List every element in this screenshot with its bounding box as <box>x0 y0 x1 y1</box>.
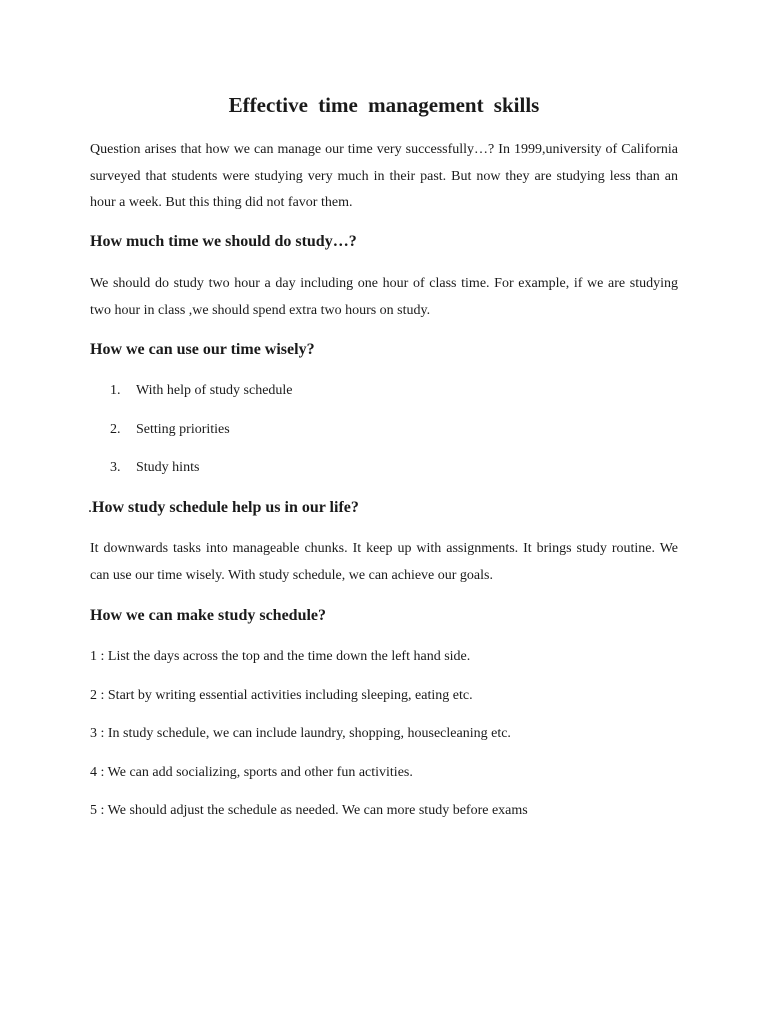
step-item: 3 : In study schedule, we can include laundry, shopping, housecleaning etc. <box>90 726 511 741</box>
schedule-steps-list <box>90 646 528 839</box>
step-item: 1 : List the days across the top and the time down the left hand side. <box>90 649 471 664</box>
section-heading-make-schedule: How we can make study schedule? <box>90 607 327 624</box>
study-time-paragraph: We should do study two hour a day including one hour of class time. For example, if we are studying two hour in class ,we should spend extra two hours on study. <box>90 276 678 318</box>
list-item <box>110 419 293 458</box>
list-item-number: 1. <box>110 383 121 398</box>
list-item-text: Study hints <box>136 460 200 475</box>
step-item: 2 : Start by writing essential activities including sleeping, eating etc. <box>90 687 473 703</box>
step-item: 4 : We can add socializing, sports and other fun activities. <box>90 764 413 780</box>
intro-paragraph: Question arises that how we can manage our time very successfully…? In 1999,university of California surveyed that students were studying very much in their past. But now they are studying less than an hour a week. But this thing did not favor them. <box>90 142 678 210</box>
section-heading-schedule-benefits <box>88 497 359 519</box>
time-wisely-list <box>110 380 293 496</box>
heading-text: How study schedule help us in our life? <box>92 499 359 516</box>
document-title: Effective time management skills <box>228 93 540 117</box>
list-item-text: Setting priorities <box>136 421 230 437</box>
list-item-number: 2. <box>110 421 121 437</box>
list-item-number: 3. <box>110 460 121 475</box>
step-item: 5 : We should adjust the schedule as needed. We can more study before exams <box>90 803 528 818</box>
list-item <box>110 457 293 496</box>
schedule-benefits-paragraph: It downwards tasks into manageable chunks. It keep up with assignments. It brings study routine. We can use our time wisely. With study schedule, we can achieve our goals. <box>90 541 678 583</box>
section-heading-study-time: How much time we should do study…? <box>90 233 357 250</box>
list-item <box>110 380 293 419</box>
heading-lead-dot: . <box>88 499 92 516</box>
section-heading-use-time-wisely: How we can use our time wisely? <box>90 341 315 358</box>
list-item-text: With help of study schedule <box>136 383 293 398</box>
